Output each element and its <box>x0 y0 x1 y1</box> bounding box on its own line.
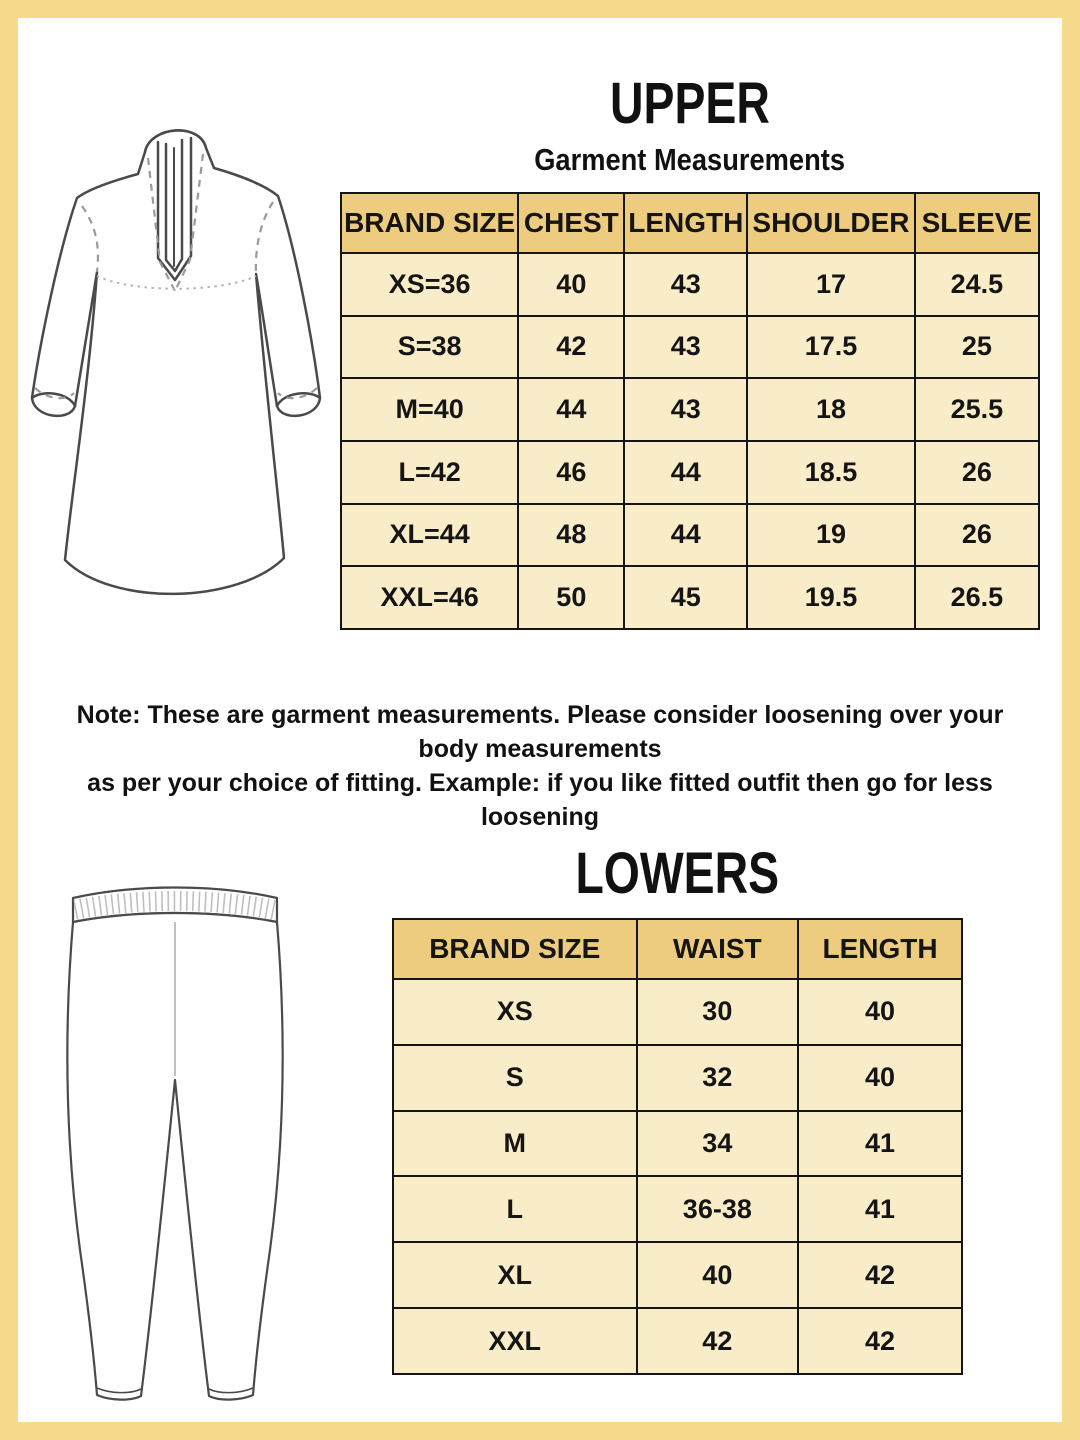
table-cell: 25.5 <box>915 378 1039 441</box>
column-header-chest: CHEST <box>518 193 624 253</box>
table-cell: 46 <box>518 441 624 504</box>
column-header-brand-size: BRAND SIZE <box>341 193 518 253</box>
table-cell: 30 <box>637 979 799 1045</box>
table-cell: XXL <box>393 1308 637 1374</box>
table-row <box>393 1176 962 1242</box>
column-header-waist: WAIST <box>637 919 799 979</box>
table-cell: 40 <box>637 1242 799 1308</box>
table-cell: 25 <box>915 316 1039 379</box>
table-cell: 50 <box>518 566 624 629</box>
table-cell: 34 <box>637 1111 799 1177</box>
table-cell: 26 <box>915 441 1039 504</box>
table-cell: L <box>393 1176 637 1242</box>
column-header-shoulder: SHOULDER <box>747 193 915 253</box>
table-cell: 48 <box>518 504 624 567</box>
kurta-illustration <box>20 110 350 655</box>
table-cell: 17 <box>747 253 915 316</box>
table-cell: S=38 <box>341 316 518 379</box>
table-cell: 26.5 <box>915 566 1039 629</box>
table-row <box>341 566 1039 629</box>
table-cell: 43 <box>624 253 747 316</box>
table-row <box>393 979 962 1045</box>
column-header-brand-size: BRAND SIZE <box>393 919 637 979</box>
table-cell: XS=36 <box>341 253 518 316</box>
table-cell: 40 <box>518 253 624 316</box>
table-cell: S <box>393 1045 637 1111</box>
table-row <box>341 504 1039 567</box>
table-row <box>341 316 1039 379</box>
table-cell: XS <box>393 979 637 1045</box>
table-cell: 44 <box>624 441 747 504</box>
upper-measurements-table <box>340 192 1040 630</box>
table-cell: XL <box>393 1242 637 1308</box>
table-cell: 18.5 <box>747 441 915 504</box>
table-row <box>393 1308 962 1374</box>
table-cell: 32 <box>637 1045 799 1111</box>
table-cell: 26 <box>915 504 1039 567</box>
table-cell: L=42 <box>341 441 518 504</box>
table-cell: 42 <box>798 1242 962 1308</box>
table-cell: 44 <box>624 504 747 567</box>
column-header-sleeve: SLEEVE <box>915 193 1039 253</box>
table-row <box>393 1111 962 1177</box>
table-cell: M <box>393 1111 637 1177</box>
table-cell: 43 <box>624 316 747 379</box>
table-cell: 17.5 <box>747 316 915 379</box>
table-cell: 40 <box>798 979 962 1045</box>
note-line-2: as per your choice of fitting. Example: if you like fitted outfit then go for less loosening <box>87 769 993 831</box>
table-cell: 40 <box>798 1045 962 1111</box>
table-cell: 41 <box>798 1111 962 1177</box>
lowers-title: LOWERS <box>575 841 780 906</box>
table-cell: 44 <box>518 378 624 441</box>
table-row <box>393 1045 962 1111</box>
note-text <box>50 698 1030 834</box>
upper-title: UPPER <box>610 71 770 136</box>
table-row <box>341 441 1039 504</box>
table-row <box>341 253 1039 316</box>
column-header-length: LENGTH <box>798 919 962 979</box>
table-cell: 41 <box>798 1176 962 1242</box>
column-header-length: LENGTH <box>624 193 747 253</box>
pants-illustration <box>35 868 315 1418</box>
table-cell: 42 <box>798 1308 962 1374</box>
table-row <box>393 1242 962 1308</box>
upper-subtitle: Garment Measurements <box>534 142 846 177</box>
table-cell: M=40 <box>341 378 518 441</box>
table-cell: 43 <box>624 378 747 441</box>
table-cell: XXL=46 <box>341 566 518 629</box>
table-row <box>341 378 1039 441</box>
table-cell: 42 <box>637 1308 799 1374</box>
table-cell: XL=44 <box>341 504 518 567</box>
table-header-row <box>393 919 962 979</box>
table-cell: 36-38 <box>637 1176 799 1242</box>
table-cell: 19.5 <box>747 566 915 629</box>
table-cell: 19 <box>747 504 915 567</box>
table-cell: 24.5 <box>915 253 1039 316</box>
table-header-row <box>341 193 1039 253</box>
table-cell: 18 <box>747 378 915 441</box>
note-line-1: Note: These are garment measurements. Please consider loosening over your body measurements <box>76 701 1004 763</box>
table-cell: 45 <box>624 566 747 629</box>
table-cell: 42 <box>518 316 624 379</box>
lowers-measurements-table <box>392 918 963 1375</box>
